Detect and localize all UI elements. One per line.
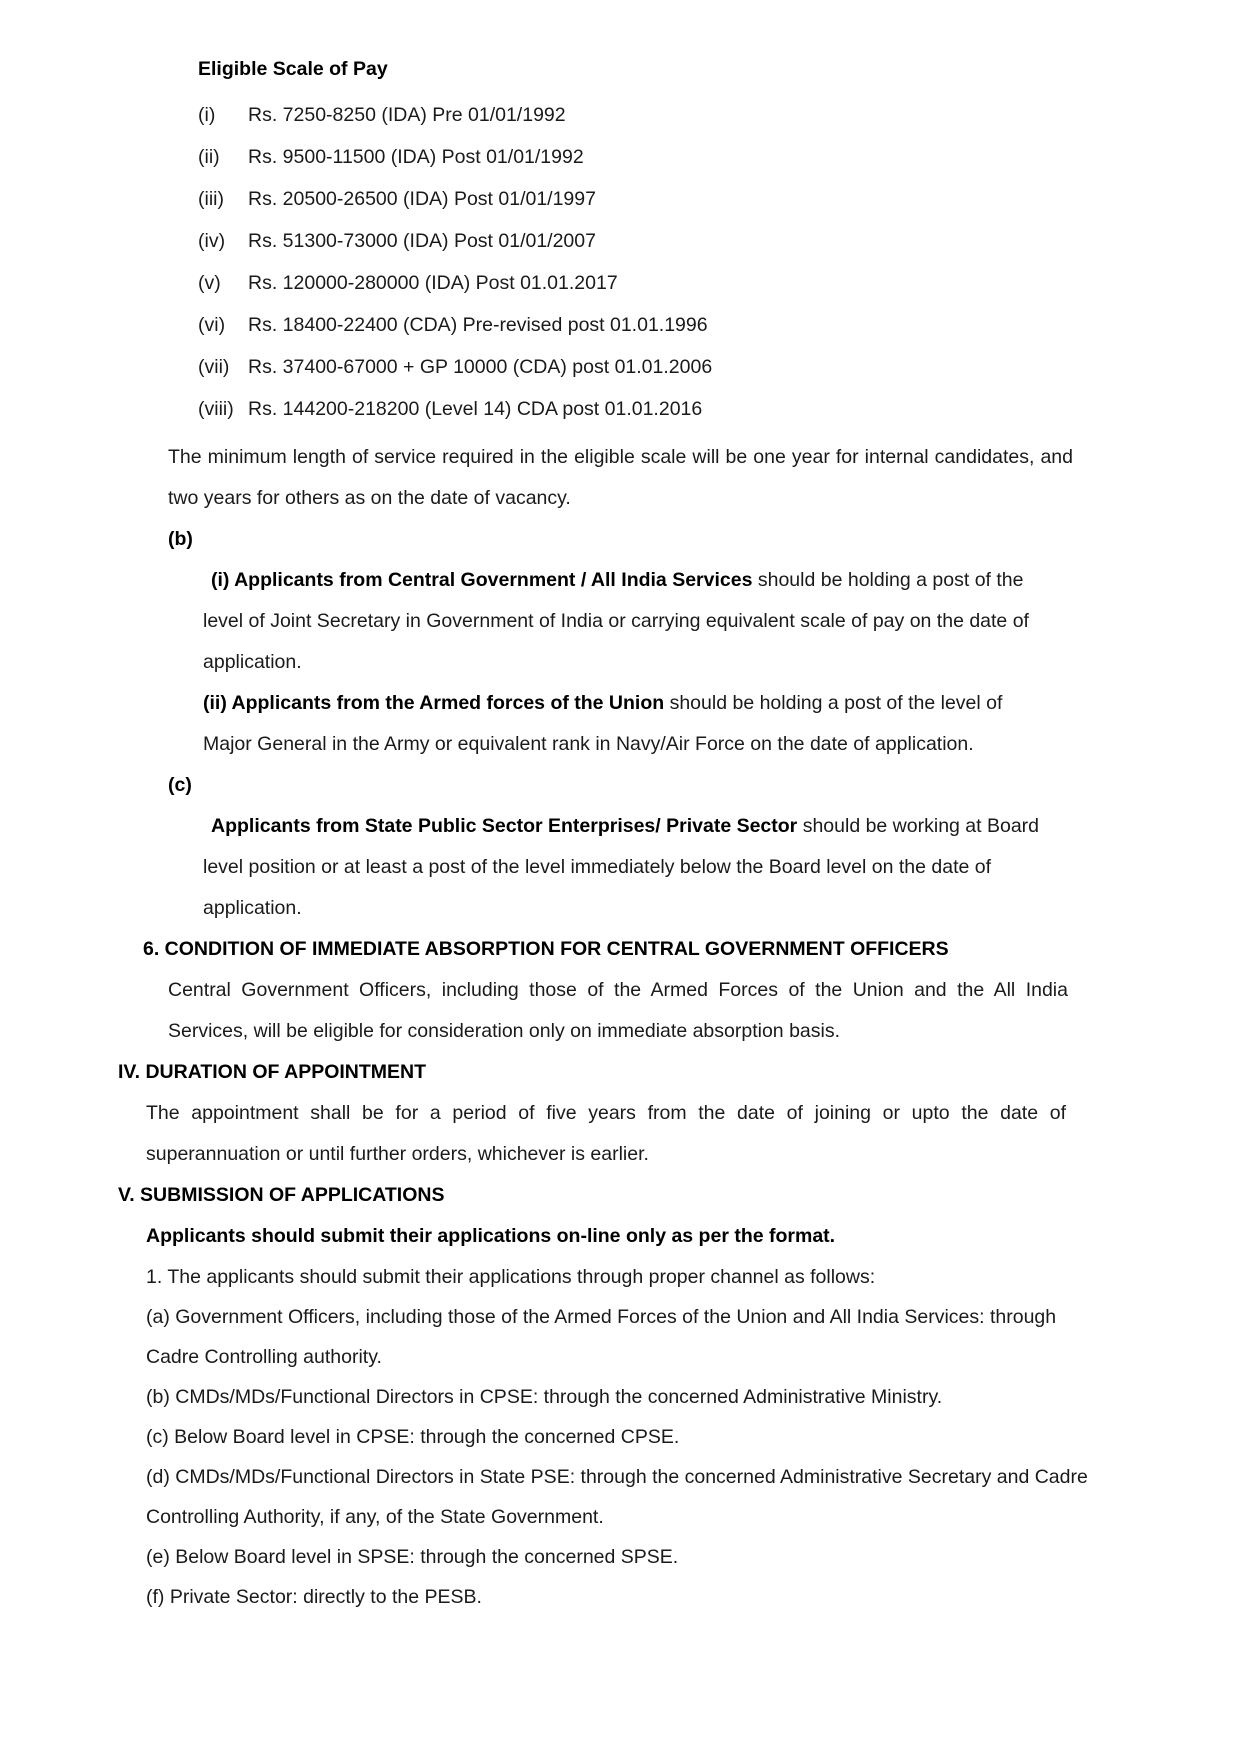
clause-c-body <box>203 806 1048 929</box>
channel-list-item-c: (c) Below Board level in CPSE: through the concerned CPSE. <box>146 1426 680 1448</box>
clause-c-label: (c) <box>168 774 192 796</box>
clause-c-rest: should be working at Board level position or at least a post of the level immediately below the Board level on the date of application. <box>203 815 1040 919</box>
minimum-service-note: The minimum length of service required in the eligible scale will be one year for internal candidates, and two years for others as on the date of vacancy. <box>168 446 1073 509</box>
clause-c-lead: Applicants from State Public Sector Enterprises/ Private Sector <box>211 815 798 837</box>
list-item <box>198 143 1122 171</box>
list-item-label: Rs. 37400-67000 + GP 10000 (CDA) post 01.01.2006 <box>248 356 713 378</box>
channel-list-item-a: (a) Government Officers, including those of the Armed Forces of the Union and All India Services: through Cadre Controlling authority. <box>146 1306 1057 1368</box>
clause-b-item-ii <box>203 683 1048 765</box>
list-item-label: Rs. 20500-26500 (IDA) Post 01/01/1997 <box>248 188 596 210</box>
pay-scale-list <box>198 101 1122 423</box>
clause-b-item-i <box>203 560 1048 683</box>
list-item-label: Rs. 120000-280000 (IDA) Post 01.01.2017 <box>248 272 618 294</box>
clause-b-item-ii-lead: (ii) Applicants from the Armed forces of the Union <box>203 692 665 714</box>
list-item-marker: (iv) <box>198 230 226 252</box>
section-iv-heading: IV. DURATION OF APPOINTMENT <box>118 1061 427 1083</box>
eligible-scale-heading: Eligible Scale of Pay <box>198 58 388 80</box>
list-item-marker: (i) <box>198 104 216 126</box>
list-item-marker: (v) <box>198 272 221 294</box>
list-item <box>198 269 1122 297</box>
list-item-marker: (viii) <box>198 398 234 420</box>
list-item <box>198 311 1122 339</box>
list-item-label: Rs. 9500-11500 (IDA) Post 01/01/1992 <box>248 146 584 168</box>
list-item-label: Rs. 18400-22400 (CDA) Pre-revised post 01.01.1996 <box>248 314 708 336</box>
section-v-intro: 1. The applicants should submit their applications through proper channel as follows: <box>146 1266 876 1288</box>
list-item <box>198 101 1122 129</box>
clause-b-item-i-lead: (i) Applicants from Central Government / All India Services <box>211 569 753 591</box>
list-item <box>198 185 1122 213</box>
channel-list-item-d: (d) CMDs/MDs/Functional Directors in State PSE: through the concerned Administrative Secretary and Cadre Controlling Authority, if any, of the State Government. <box>146 1466 1088 1528</box>
section-6-body: Central Government Officers, including those of the Armed Forces of the Union and the All India Services, will be eligible for consideration only on immediate absorption basis. <box>168 979 1068 1042</box>
clause-b-item-ii-rest: should be holding a post of the level of Major General in the Army or equivalent rank in Navy/Air Force on the date of application. <box>203 692 1003 755</box>
section-v-bold-note: Applicants should submit their applications on-line only as per the format. <box>146 1225 836 1247</box>
channel-list-item-f: (f) Private Sector: directly to the PESB. <box>146 1586 482 1608</box>
channel-list-item-b: (b) CMDs/MDs/Functional Directors in CPSE: through the concerned Administrative Ministry. <box>146 1386 943 1408</box>
section-v-heading: V. SUBMISSION OF APPLICATIONS <box>118 1184 445 1206</box>
list-item <box>198 353 1122 381</box>
list-item-marker: (iii) <box>198 188 224 210</box>
list-item-label: Rs. 7250-8250 (IDA) Pre 01/01/1992 <box>248 104 566 126</box>
list-item-label: Rs. 51300-73000 (IDA) Post 01/01/2007 <box>248 230 596 252</box>
list-item <box>198 395 1122 423</box>
list-item-marker: (vi) <box>198 314 226 336</box>
list-item-marker: (ii) <box>198 146 220 168</box>
section-6-heading: 6. CONDITION OF IMMEDIATE ABSORPTION FOR CENTRAL GOVERNMENT OFFICERS <box>143 938 949 960</box>
list-item <box>198 227 1122 255</box>
clause-b-label: (b) <box>168 528 193 550</box>
clause-b-item-i-rest: should be holding a post of the level of Joint Secretary in Government of India or carrying equivalent scale of pay on the date of application. <box>203 569 1029 673</box>
list-item-label: Rs. 144200-218200 (Level 14) CDA post 01.01.2016 <box>248 398 703 420</box>
section-iv-body: The appointment shall be for a period of five years from the date of joining or upto the date of superannuation or until further orders, whichever is earlier. <box>146 1102 1066 1165</box>
list-item-marker: (vii) <box>198 356 230 378</box>
channel-list-item-e: (e) Below Board level in SPSE: through the concerned SPSE. <box>146 1546 679 1568</box>
